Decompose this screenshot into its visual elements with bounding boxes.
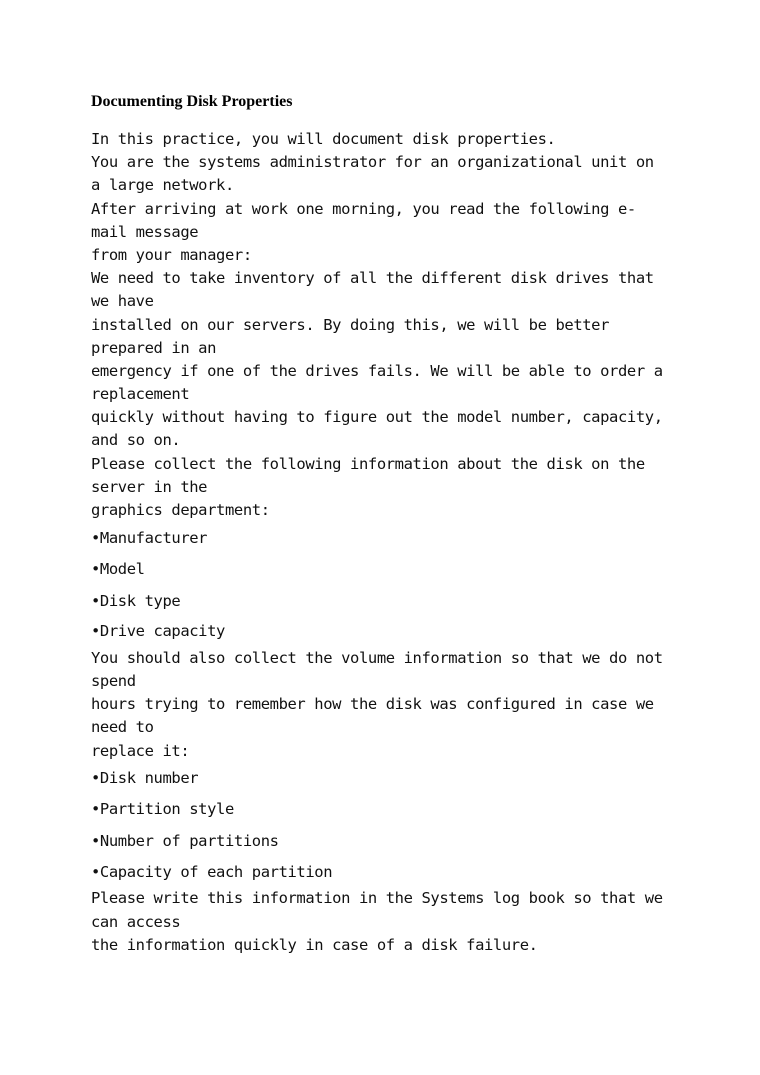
- body-line: can access: [91, 913, 181, 931]
- body-line: We need to take inventory of all the different disk drives that: [91, 269, 654, 287]
- body-line: from your manager:: [91, 246, 252, 264]
- bullet-item: •Disk type: [91, 592, 181, 610]
- body-line: a large network.: [91, 176, 234, 194]
- bullet-item: •Number of partitions: [91, 832, 279, 850]
- body-line: need to: [91, 718, 154, 736]
- body-line: server in the: [91, 478, 208, 496]
- body-line: graphics department:: [91, 501, 270, 519]
- body-line: Please collect the following information about the disk on the: [91, 455, 645, 473]
- body-line: quickly without having to figure out the model number, capacity,: [91, 408, 663, 426]
- body-line: In this practice, you will document disk properties.: [91, 130, 556, 148]
- body-line: hours trying to remember how the disk was configured in case we: [91, 695, 654, 713]
- bullet-item: •Partition style: [91, 800, 234, 818]
- body-line: replacement: [91, 385, 190, 403]
- bullet-item: •Disk number: [91, 769, 199, 787]
- body-line: emergency if one of the drives fails. We will be able to order a: [91, 362, 663, 380]
- body-line: installed on our servers. By doing this, we will be better: [91, 316, 610, 334]
- body-line: the information quickly in case of a disk failure.: [91, 936, 538, 954]
- bullet-item: •Drive capacity: [91, 622, 225, 640]
- body-line: spend: [91, 672, 136, 690]
- body-line: Please write this information in the Systems log book so that we: [91, 889, 663, 907]
- body-line: You should also collect the volume information so that we do not: [91, 649, 663, 667]
- bullet-item: •Manufacturer: [91, 529, 208, 547]
- body-line: replace it:: [91, 742, 190, 760]
- body-line: prepared in an: [91, 339, 217, 357]
- bullet-item: •Capacity of each partition: [91, 863, 333, 881]
- body-line: mail message: [91, 223, 199, 241]
- body-line: we have: [91, 292, 154, 310]
- body-line: After arriving at work one morning, you read the following e-: [91, 200, 636, 218]
- body-line: You are the systems administrator for an organizational unit on: [91, 153, 654, 171]
- bullet-item: •Model: [91, 560, 145, 578]
- document-title: Documenting Disk Properties: [91, 93, 293, 110]
- body-line: and so on.: [91, 431, 181, 449]
